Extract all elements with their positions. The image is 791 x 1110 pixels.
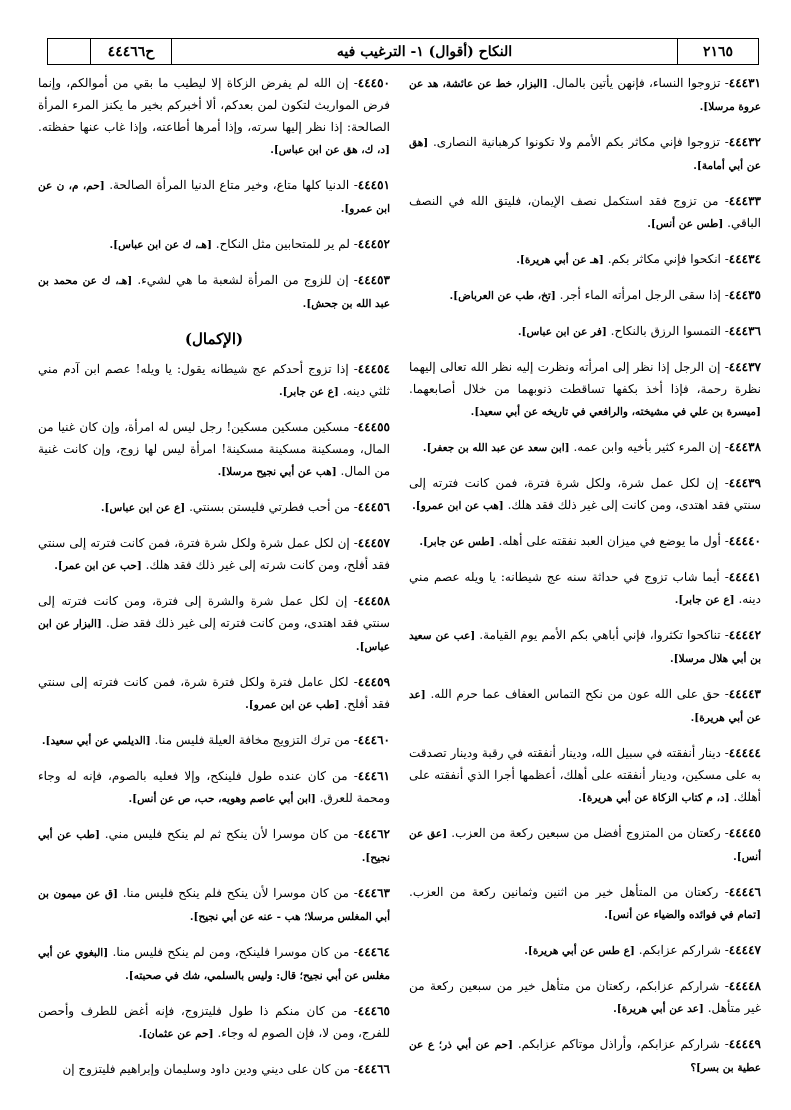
- hadith-number: ٤٤٤٤٧: [728, 943, 761, 957]
- hadith-text: - مسكين مسكين مسكين! رجل ليس له امرأة، وإن كان غنيا من المال، ومسكينة مسكينة مسكينة! امرأة ليس لها زوج، وإن كانت غنية من المال.: [38, 420, 390, 478]
- hadith-source: [حم عن أبي ذر؛ ع عن عطية بن بسر]؟: [409, 1039, 761, 1074]
- hadith-number: ٤٤٤٣٦: [728, 324, 761, 338]
- hadith-source: [ميسرة بن علي في مشيخته، والرافعي في تاريخه عن أبي سعيد].: [470, 406, 761, 418]
- hadith-source: [طس عن جابر].: [419, 536, 495, 548]
- hadith-text: - إن لكل عمل شرة ولكل شرة فترة، فمن كانت فترته إلى سنتي فقد أفلح، ومن كانت شرته إلى غير ذلك فقد هلك.: [38, 536, 390, 572]
- hadith-number: ٤٤٤٦٣: [357, 886, 390, 900]
- page-number: ٢١٦٥: [702, 43, 734, 60]
- hadith-text: - أول ما يوضع في ميزان العبد نفقته على أهله.: [498, 534, 729, 548]
- hadith-text: - انكحوا فإني مكاثر بكم.: [607, 252, 729, 266]
- hadith-source: [د، ك، هق عن ابن عباس].: [270, 144, 390, 156]
- hadith-text: - إن الله لم يفرض الزكاة إلا ليطيب ما بقي من أموالكم، وإنما فرض المواريث لتكون لمن بعدكم، ألا أخبركم بخير ما يكنز المرء المرأة الصالحة: إذا نظر إليها سرته، وإذا أمرها أطاعته، وإذا غاب عنها حفظته.: [38, 76, 390, 134]
- hadith-number: ٤٤٤٣٩: [728, 476, 761, 490]
- hadith-entry: [38, 1058, 390, 1082]
- hadith-text: - حق على الله عون من نكح التماس العفاف عما حرم الله.: [430, 687, 729, 701]
- hadith-text: - شراركم عزابكم.: [638, 943, 729, 957]
- hadith-source: [ابن سعد عن عبد الله بن جعفر].: [422, 442, 570, 454]
- hadith-entry: [409, 939, 761, 964]
- hadith-text: - ركعتان من المتزوج أفضل من سبعين ركعة من العزب.: [451, 826, 729, 840]
- hadith-source: [عب عن سعيد بن أبي هلال مرسلا].: [409, 630, 761, 665]
- hadith-entry: [409, 624, 761, 672]
- hadith-number: ٤٤٤٤٥: [728, 826, 761, 840]
- hadith-source: [عق عن أنس].: [409, 828, 761, 863]
- hadith-source: [ع عن جابر].: [674, 594, 735, 606]
- hadith-source: [عد عن أبي هريرة].: [613, 1003, 704, 1015]
- hadith-source: [البغوي عن أبي مغلس عن أبي نجيح؛ قال: وليس بالسلمي، شك في صحبته].: [38, 947, 390, 982]
- hadith-source: [ابن أبي عاصم وهويه، حب، ص عن أنس].: [128, 793, 316, 805]
- hadith-entry: [38, 174, 390, 222]
- hadith-text: - من ترك التزويج مخافة العيلة فليس منا.: [154, 733, 358, 747]
- hadith-text: - دينار أنفقته في سبيل الله، ودينار أنفقته في رقبة ودينار تصدقت به على مسكين، ودينار أنفقته على أهلك، أعظمها أجرا الذي أنفقته على أهلك.: [409, 746, 761, 804]
- hadith-entry: [38, 882, 390, 930]
- hadith-source: [هـ عن أبي هريرة].: [516, 254, 604, 266]
- left-column: [38, 72, 390, 1102]
- hadith-source: [طب عن ابن عمرو].: [245, 699, 340, 711]
- hadith-number: ٤٤٤٤٢: [728, 628, 762, 642]
- hadith-number: ٤٤٤٦١: [357, 769, 390, 783]
- hadith-number: ٤٤٤٥٩: [357, 675, 391, 689]
- hadith-entry: [38, 72, 390, 163]
- hadith-number: ٤٤٤٣٣: [728, 194, 761, 208]
- hadith-number: ٤٤٤٣٧: [728, 360, 761, 374]
- section-title: (الإكمال): [184, 330, 244, 348]
- hadith-number: ٤٤٤٥٤: [357, 362, 390, 376]
- hadith-text: - لكل عامل فترة ولكل فترة شرة، فمن كانت فترته إلى سنتي فقد أفلح.: [38, 675, 390, 711]
- hadith-number: ٤٤٤٥٧: [357, 536, 390, 550]
- header-blank-cell: [48, 39, 91, 64]
- hadith-entry: [409, 566, 761, 613]
- hadith-number: ٤٤٤٦٥: [357, 1004, 390, 1018]
- hadith-number: ٤٤٤٥٠: [357, 76, 390, 90]
- hadith-number: ٤٤٤٣٤: [728, 252, 761, 266]
- hadith-entry: [409, 72, 761, 120]
- hadith-number: ٤٤٤٤١: [728, 570, 761, 584]
- hadith-text: - الدنيا كلها متاع، وخير متاع الدنيا المرأة الصالحة.: [109, 178, 358, 192]
- hadith-source: [حم، م، ن عن ابن عمرو].: [38, 180, 390, 215]
- hadith-source: [طب عن أبي نجيح].: [38, 829, 390, 864]
- hadith-number: ٤٤٤٥١: [357, 178, 390, 192]
- hadith-text: - شراركم عزابكم، ركعتان من متأهل خير من سبعين ركعة من غير متأهل.: [409, 979, 761, 1015]
- hadith-number: ٤٤٤٤٣: [728, 687, 761, 701]
- hadith-range-ref: ح٤٤٤٦٦: [91, 39, 172, 64]
- hadith-number: ٤٤٤٦٤: [357, 945, 390, 959]
- hadith-text: - من كان منكم ذا طول فليتزوج، فإنه أغض للطرف وأحصن للفرج، ومن لا، فإن الصوم له وجاء.: [38, 1004, 390, 1040]
- chapter-title: النكاح (أقوال) ١- الترغيب فيه: [172, 39, 678, 64]
- hadith-source: [ع عن ابن عباس].: [100, 502, 186, 514]
- hadith-entry: [38, 233, 390, 258]
- hadith-entry: [38, 358, 390, 405]
- hadith-number: ٤٤٤٥٣: [357, 273, 390, 287]
- hadith-number: ٤٤٤٥٥: [357, 420, 390, 434]
- hadith-entry: [38, 823, 390, 871]
- hadith-number: ٤٤٤٤٠: [728, 534, 761, 548]
- hadith-entry: [409, 190, 761, 237]
- hadith-number: ٤٤٤٥٢: [357, 237, 390, 251]
- hadith-text: - من كان موسرا لأن ينكح فلم ينكح فليس منا.: [122, 886, 358, 900]
- hadith-entry: [409, 320, 761, 345]
- hadith-number: ٤٤٤٣٥: [728, 288, 761, 302]
- hadith-source: [طس عن أنس].: [647, 218, 724, 230]
- hadith-entry: [38, 1000, 390, 1047]
- page-header: [47, 38, 759, 65]
- hadith-entry: [38, 269, 390, 317]
- hadith-source: [عد عن أبي هريرة].: [409, 689, 761, 724]
- hadith-entry: [409, 248, 761, 273]
- hadith-source: [فر عن ابن عباس].: [517, 326, 607, 338]
- hadith-text: - من كان موسرا لأن ينكح ثم لم ينكح فليس مني.: [104, 827, 358, 841]
- hadith-text: - من كان عنده طول فلينكح، وإلا فعليه بالصوم، فإنه له وجاء ومحمة للعرق.: [38, 769, 390, 805]
- hadith-number: ٤٤٤٦٢: [357, 827, 390, 841]
- hadith-entry: [409, 822, 761, 870]
- hadith-entry: [38, 941, 390, 989]
- hadith-text: - إن الرجل إذا نظر إلى امرأته ونظرت إليه نظر الله تعالى إليهما نظرة رحمة، فإذا أخذ بكفها تساقطت ذنوبهما من خلال أصابعهما.: [409, 360, 761, 396]
- hadith-entry: [409, 975, 761, 1022]
- hadith-source: [تمام في فوائده والضياء عن أنس].: [604, 909, 761, 921]
- hadith-source: [د، م كتاب الزكاة عن أبي هريرة].: [578, 792, 730, 804]
- hadith-text: - إن لكل عمل شرة والشرة إلى فترة، ومن كانت فترته إلى سنتي فقد اهتدى، ومن كانت فترته إلى غير ذلك فقد ضل.: [38, 594, 390, 630]
- hadith-text: - إذا سقى الرجل امرأته الماء أجر.: [559, 288, 729, 302]
- hadith-text: - ركعتان من المتأهل خير من اثنين وثمانين ركعة من العزب.: [409, 885, 729, 899]
- hadith-text: - أيما شاب تزوج في حداثة سنه عج شيطانه: يا ويله عصم مني دينه.: [409, 570, 761, 606]
- hadith-entry: [38, 416, 390, 485]
- hadith-source: [ع عن جابر].: [279, 386, 339, 398]
- hadith-number: ٤٤٤٥٨: [357, 594, 390, 608]
- hadith-entry: [38, 590, 390, 660]
- hadith-entry: [409, 742, 761, 811]
- hadith-text: - من تزوج فقد استكمل نصف الإيمان، فليتق الله في النصف الباقي.: [409, 194, 761, 230]
- hadith-entry: [409, 131, 761, 179]
- hadith-text: - شراركم عزابكم، وأراذل موتاكم عزابكم.: [517, 1037, 729, 1051]
- hadith-number: ٤٤٤٦٦: [357, 1062, 390, 1076]
- hadith-source: [هـ، ك عن ابن عباس].: [109, 239, 212, 251]
- hadith-entry: [38, 496, 390, 521]
- hadith-source: [تخ، طب عن العرباض].: [449, 290, 556, 302]
- hadith-source: [البزار، خط عن عائشة، هد عن عروة مرسلا].: [409, 78, 761, 113]
- hadith-source: [هب عن ابن عمرو].: [412, 500, 504, 512]
- right-column: [409, 72, 761, 1102]
- hadith-text: - من أحب فطرتي فليستن بسنتي.: [189, 500, 358, 514]
- hadith-source: [هـ، ك عن محمد بن عبد الله بن جحش].: [38, 275, 390, 310]
- hadith-text: - تزوجوا النساء، فإنهن يأتين بالمال.: [551, 76, 729, 90]
- hadith-source: [الديلمي عن أبي سعيد].: [41, 735, 151, 747]
- hadith-source: [ق عن ميمون بن أبي المغلس مرسلا؛ هب - عنه عن أبي نجيح].: [38, 888, 390, 923]
- hadith-entry: [409, 356, 761, 425]
- hadith-text: - تناكحوا تكثروا، فإني أباهي بكم الأمم يوم القيامة.: [479, 628, 729, 642]
- hadith-number: ٤٤٤٤٤: [728, 746, 761, 760]
- hadith-entry: [409, 881, 761, 928]
- hadith-number: ٤٤٤٤٩: [728, 1037, 761, 1051]
- hadith-entry: [409, 284, 761, 309]
- hadith-text: - إن للزوج من المرأة لشعبة ما هي لشيء.: [137, 273, 358, 287]
- hadith-entry: [409, 1033, 761, 1081]
- hadith-entry: [38, 671, 390, 718]
- hadith-entry: [409, 530, 761, 555]
- left-column-bottom: [38, 358, 390, 1082]
- hadith-number: ٤٤٤٣٨: [728, 440, 761, 454]
- hadith-number: ٤٤٤٣١: [728, 76, 761, 90]
- hadith-text: - التمسوا الرزق بالنكاح.: [610, 324, 729, 338]
- hadith-source: [البزار عن ابن عباس].: [38, 618, 390, 653]
- hadith-entry: [38, 532, 390, 579]
- left-column-top: [38, 72, 390, 317]
- hadith-entry: [38, 765, 390, 812]
- hadith-text: - من كان على ديني ودين داود وسليمان وإبراهيم فليتزوج إن: [62, 1062, 358, 1076]
- hadith-entry: [38, 729, 390, 754]
- hadith-source: [هق عن أبي أمامة].: [409, 137, 761, 172]
- hadith-number: ٤٤٤٣٢: [728, 135, 761, 149]
- hadith-text: - إن المرء كثير بأخيه وابن عمه.: [573, 440, 729, 454]
- hadith-source: [هب عن أبي نجيح مرسلا].: [217, 466, 337, 478]
- hadith-number: ٤٤٤٦٠: [357, 733, 390, 747]
- hadith-source: [ع طس عن أبي هريرة].: [524, 945, 635, 957]
- hadith-text: - تزوجوا فإني مكاثر بكم الأمم ولا تكونوا كرهبانية النصارى.: [432, 135, 729, 149]
- hadith-text: - إن لكل عمل شرة، ولكل شرة فترة، فمن كانت فترته إلى سنتي فقد اهتدى، ومن كانت إلى غير ذلك فقد هلك.: [409, 476, 761, 512]
- hadith-entry: [409, 436, 761, 461]
- hadith-source: [حم عن عثمان].: [138, 1028, 214, 1040]
- hadith-entry: [409, 683, 761, 731]
- hadith-source: [حب عن ابن عمر].: [54, 560, 142, 572]
- hadith-text: - من كان موسرا فلينكح، ومن لم ينكح فليس منا.: [112, 945, 358, 959]
- hadith-number: ٤٤٤٤٨: [728, 979, 761, 993]
- hadith-entry: [409, 472, 761, 519]
- hadith-number: ٤٤٤٥٦: [357, 500, 390, 514]
- hadith-text: - إذا تزوج أحدكم عج شيطانه يقول: يا ويله! عصم ابن آدم مني ثلثي دينه.: [38, 362, 390, 398]
- hadith-text: - لم ير للمتحابين مثل النكاح.: [215, 237, 358, 251]
- hadith-number: ٤٤٤٤٦: [728, 885, 761, 899]
